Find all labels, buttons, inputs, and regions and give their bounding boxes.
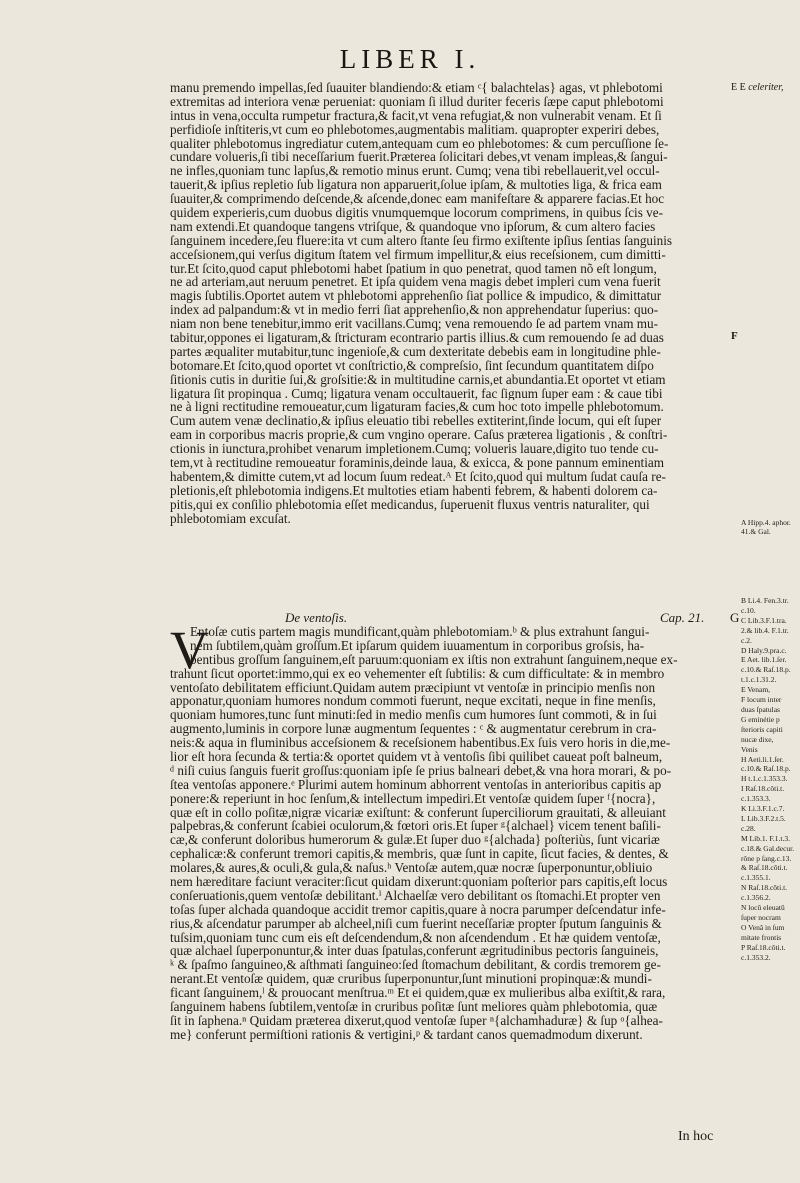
margin-letter-f: F xyxy=(731,330,738,342)
text-line: bentibus groſſum ſanguinem,eſt paruum:quoniam ex iſtis non extrahunt ſanguinem,neque ex- xyxy=(190,652,678,667)
text-line: qualiter phlebotomus ingrediatur cutem,antequam cum eo phlebotomes: & cum percuſſione ſe- xyxy=(170,136,669,151)
margin-note: t.1.c.1.31.2. xyxy=(741,675,777,685)
text-line: ᵏ & ſpaſmo ſanguineo,& aſthmati ſanguineo:ſed ſtomachum debilitant, & cordis tremorem ge- xyxy=(170,958,661,973)
drop-cap: V xyxy=(170,620,209,680)
text-line: trahunt ſicut oportet:immo,qui ex eo vehementer eſt ſubtilis: & cum difficultate: & in membro xyxy=(170,666,665,681)
margin-note: c.1.353.3. xyxy=(741,794,771,804)
text-line: ſitionis cutis in duritie ſui,& groſsitie:& in multitudine carnis,et abundantia.Et oportet vt etiam xyxy=(170,372,666,387)
margin-note: C Lib.3.F.1.tra. xyxy=(741,615,787,625)
margin-note: c.10.& Raſ.18.p. xyxy=(741,764,791,774)
section-heading xyxy=(170,610,740,626)
margin-note-top xyxy=(731,82,783,93)
margin-note: nucæ dixe, xyxy=(741,734,774,744)
section-title: De ventoſis. xyxy=(285,610,348,625)
margin-notes-mid xyxy=(741,518,799,536)
margin-note: c.10.& Raſ.18.p. xyxy=(741,665,791,675)
running-title: LIBER I. xyxy=(339,44,481,74)
text-line: ventoſato debilitatem efficiunt.Quidam autem præcipiunt vt ventoſæ in principio menſis non xyxy=(170,680,656,695)
text-line: ne infles,quoniam tunc lapſus,& remotio minus erunt. Cumq; vena tibi rebellauerit,vel occul- xyxy=(170,164,660,179)
text-line: molares,& aures,& oculi,& gula,& naſus.ʰ Ventoſæ autem,quæ nocræ ſuperponuntur,obliuio xyxy=(170,861,653,876)
text-line: Cum autem venæ declinatio,& ipſius eleuatio tibi rebelles extiterint,ſinde locum, qui eſt ſuper xyxy=(170,414,662,429)
margin-letters: E E xyxy=(731,82,746,93)
margin-note: H t.1.c.1.353.3. xyxy=(741,774,788,784)
margin-note: E Aet. lib.1.ſer. xyxy=(741,655,787,665)
margin-note: c.28. xyxy=(741,823,756,833)
text-line: quidem experieris,cum duobus digitis vnumquemque locorum comprimens, in quibus ſcis ve- xyxy=(170,206,663,220)
text-line: partes æqualiter mutabitur,tunc ingenioſe,& cum dexteritate debebis eam in longitudine phle- xyxy=(170,344,661,359)
margin-note: c.2. xyxy=(741,635,752,645)
margin-note: P Raſ.18.côti.t. xyxy=(741,942,786,952)
margin-note: H Aeti.li.1.ſer. xyxy=(741,754,784,764)
section-letter: G xyxy=(730,610,740,625)
text-line: acceſsionem,qui verſus digitum ſtatem vel firmum impellitur,& eius receſsionem, cum dimitti- xyxy=(170,247,666,262)
margin-notes-low xyxy=(741,596,799,963)
margin-note: c.10. xyxy=(741,605,756,615)
margin-note: N locũ eleuatũ xyxy=(741,903,785,913)
text-line: cæ,& conferunt doloribus humerorum & gulæ.Et ſuper duo ᵍ{alchada} poſteriùs, ſunt vicariæ xyxy=(170,833,660,848)
text-line: tur.Et ſcito,quod caput phlebotomi habet ſpatium in quo penetrat, quod tamen nõ eſt longum, xyxy=(170,261,657,276)
text-line: ne à ligni rectitudine remoueatur,cum ligaturam facies,& cum hoc toto impelle phlebotomum. xyxy=(170,400,664,415)
margin-note: O Venã in ſum xyxy=(741,922,785,932)
text-line: rius,& aſcendatur parumper ab alcheel,niſi cum fuerint neceſſariæ propter ſputum ſanguinis & xyxy=(170,916,662,931)
text-line: toſas ſuper alchada quandoque accidit tremor capitis,quare à nocra parumper deſcendatur infe- xyxy=(170,902,666,917)
text-line: tabitur,oppones ei ligaturam,& ſtricturam econtrario partis illius.& cum remouendo ſe ad duas xyxy=(170,331,664,345)
text-line: ſanguinem incedere,ſeu fluere:ita vt cum altero ſtante ſeu firmo exiſtente ipſius ſentias ſanguinis xyxy=(170,233,673,248)
text-line: quæ eſt in collo poſitæ,nigræ vicariæ exiſtunt: & conferunt ſuperciliorum grauitati, & alleuiant xyxy=(170,805,666,820)
margin-note: ſuper nocram xyxy=(741,913,781,922)
margin-note: E Venam, xyxy=(741,685,771,695)
text-line: cundare volueris,ſi tibi neceſſarium fuerit.Præterea ſolicitari debes,vt venam impleas,& ſangui- xyxy=(170,150,668,165)
margin-note: rône p ſang.c.13. xyxy=(741,853,792,863)
body-text-block-2 xyxy=(170,620,730,1042)
margin-word: celeriter, xyxy=(748,82,784,93)
text-line: tauerit,& ipſius repletio ſub ligatura non apparuerit,ſolue ipſam, & multoties liga, & frica eam xyxy=(170,178,662,193)
margin-note: A Hipp.4. aphor. xyxy=(741,518,791,527)
text-line: ctionis in iunctura,prohibet venarum impletionem.Cumq; volueris lauare,digito tuo tende cu- xyxy=(170,442,659,457)
margin-note: 2.& lib.4. F.1.tr. xyxy=(741,625,789,635)
text-line: quoniam humores,tunc ſunt minuti:ſed in medio menſis cum humores ſunt commoti, & in ſui xyxy=(170,708,657,723)
text-line: lior eſt hora ſecunda & tertia:& oportet quidem vt à ventoſis ſibi quilibet caueat poſt balneum, xyxy=(170,750,663,764)
margin-note: c.1.353.2. xyxy=(741,952,771,962)
text-line: ſit in ſaphena.ⁿ Quidam præterea dixerut,quod ventoſæ ſuper ⁿ{alchamhaduræ} & ſup ᵒ{alhea- xyxy=(170,1013,663,1028)
text-line: nerant.Et ventoſæ quidem, quæ cruribus ſuperponuntur,ſunt minutioni propinquæ:& mundi- xyxy=(170,972,652,987)
text-line: apponatur,quoniam humores nondum commoti fuerunt, neque excitati, neque in fine menſis, xyxy=(170,694,656,709)
margin-note: D Haly.9.pra.c. xyxy=(741,645,787,655)
margin-note: K Li.3.F.1.c.7. xyxy=(741,804,785,814)
margin-note: c.18.& Gal.decur. xyxy=(741,843,795,853)
text-line: pitis,qui ex conſilio phlebotomia eſſet medicandus, ſuperuenit fluxus ventris naturaliter, qui xyxy=(170,497,650,512)
text-line: phlebotomiam excuſat. xyxy=(170,511,291,526)
text-line: tem,vt à rectitudine remoueatur foraminis,deinde laua, & exicca, & pone pannum eminentiam xyxy=(170,456,664,470)
text-line: perfidioſe inſtiteris,vt cum eo phlebotomes,augmentabis malitiam. quapropter experiri debes, xyxy=(170,122,660,137)
margin-note: duas ſpatulas xyxy=(741,704,780,714)
text-line: nam extendi.Et quandoque tangens vtriſque, & quandoque vno ipſorum, & cum altero facies xyxy=(170,219,656,234)
text-line: ᵈ niſi cuius ſanguis fuerit groſſus:quoniam ipſe ſe prius balneari debet,& vna hora morari, & po- xyxy=(170,763,672,778)
text-line: cephalicæ:& conferunt tremori capitis,& membris, quæ ſunt in capite, ſicut facies, & dentes, & xyxy=(170,847,669,862)
text-line: extremitas ad interiora venæ perueniat: quoniam ſi illud duriter feceris ſæpe caput phlebotomi xyxy=(170,94,664,109)
margin-note: mitate frontis xyxy=(741,932,782,942)
margin-note: L Lib.3.F.2.t.5. xyxy=(741,813,786,823)
margin-note: c.1.356.2. xyxy=(741,893,771,903)
text-line: neis:& aqua in fluminibus acceſsionem & receſsionem habentibus.Ex ſuis vero horis in die,me- xyxy=(170,736,671,751)
text-line: ſtea ventoſas apponere.ᵉ Plurimi autem hominum abhorrent ventoſas in anterioribus capitis ap xyxy=(170,777,662,792)
margin-note: I Raſ.18.côti.t. xyxy=(741,784,785,794)
text-line: index ad palpandum:& vt in medio ferri ſiat apprehenſio,& non apprehendatur ſuperius: quo- xyxy=(170,303,659,318)
text-line: magis ſubtilis.Oportet autem vt phlebotomi apprehenſio ſiat pollice & impudico, & dimittatur xyxy=(170,289,662,304)
text-line: ſuauiter,& comprimendo deſcende,& aſcende,donec eam manifeſtare & apparere facias.Et hoc xyxy=(170,192,665,207)
chapter-number: Cap. 21. xyxy=(660,610,705,625)
text-line: pletionis,eſt phlebotomia indigens.Et multoties etiam habenti febrem, & habenti dolorem ca- xyxy=(170,483,658,498)
text-line: eam in corporibus macris proprie,& cum vngino operare. Caſus præterea ligationis , & conſtri- xyxy=(170,428,668,443)
text-line: conſeruationis,quem ventoſæ debilitant.ⁱ Alchaelſæ vero debilitant os ſtomachi.Et propter ven xyxy=(170,888,661,903)
text-line: manu premendo impellas,ſed ſuauiter blandiendo:& etiam ᶜ{ balachtelas} agas, vt phlebotomi xyxy=(170,81,663,95)
margin-note: Venis xyxy=(741,744,758,754)
text-line: augmento,luminis in corpore lunæ augmentum ſequentes : ᶜ & augmentatur cerebrum in cra- xyxy=(170,722,657,737)
text-line: niam non bene tenebitur,immo erit vacillans.Cumq; vena remouendo ſe ad partem vnam mu- xyxy=(170,317,659,332)
text-line: tuſsim,quoniam tunc cum eis eſt deſcendendum,& non aſcendendum . Et hæ quidem ventoſæ, xyxy=(170,930,661,945)
catchword: In hoc xyxy=(678,1129,714,1144)
margin-note: 41.& Gal. xyxy=(741,527,771,536)
text-line: ponere:& reperiunt in hoc ſenſum,& intellectum impediri.Et ventoſæ quidem ſuper ᶠ{nocra}, xyxy=(170,791,656,806)
text-line: me} conferunt permiſtioni rationis & vertigini,ᵖ & tardant canos quemadmodum dixerunt. xyxy=(170,1027,643,1042)
text-line: quæ alchael ſuperponuntur,& inter duas ſpatulas,conferunt ægritudinibus pectoris ſanguineis, xyxy=(170,944,659,959)
text-line: ſanguinem habens ſubtilem,ventoſæ in cruribus poſitæ ſunt meliores quàm phlebotomia, quæ xyxy=(170,1000,658,1014)
text-line: botomare.Et ſcito,quod oportet vt conſtrictio,& compreſsio, ſint ſecundum quantitatem diſpo xyxy=(170,358,654,373)
body-text-block-1 xyxy=(170,81,724,526)
text-line: palpebras,& conferunt ſcabiei oculorum,& fœtori oris.Et ſuper ᵍ{alchael} vicem tenent baſili- xyxy=(170,819,661,834)
text-line: nem ſubtilem,quàm groſſum.Et ipſarum quidem iuuamentum in corporibus groſsis, ha- xyxy=(190,638,645,653)
text-line: ligatura ſit propinqua . Cumq; ligatura venam occultauerit, fac ſignum ſuper eam : & caue tibi xyxy=(170,386,663,401)
margin-note: M Lib.1. F.1.t.3. xyxy=(741,833,790,843)
text-line: ne ad arteriam,aut neruum penetret. Et ipſa quidem vena magis debet impleri cum vena fuerit xyxy=(170,275,661,290)
text-line: Entoſæ cutis partem magis mundificant,quàm phlebotomiam.ᵇ & plus extrahunt ſangui- xyxy=(190,625,650,639)
margin-note: N Raſ.18.côti.t. xyxy=(741,883,788,893)
text-line: ficant ſanguinem,ˡ & prouocant menſtrua.ᵐ Et ei quidem,quæ ex mulieribus alba exiſtit,& rara, xyxy=(170,986,666,1001)
text-line: nem hæreditare faciunt veraciter:ſicut quidam dixerunt:quoniam poſterior pars capitis,eſt locus xyxy=(170,875,668,889)
text-line: habentem,& dimitte cutem,vt ad locum ſuum redeat.ᴬ Et ſcito,quod qui multum ſudat cauſa re- xyxy=(170,469,666,484)
margin-note: c.1.355.1. xyxy=(741,873,771,883)
text-line: intus in vena,occulta rumpetur fractura,& facit,vt vena refugiat,& non vulnerabit venam. Et ſi xyxy=(170,108,662,123)
margin-note: B Li.4. Fen.3.tr. xyxy=(741,596,789,605)
margin-note: F locum inter xyxy=(741,695,782,705)
margin-note: G eminétie p xyxy=(741,714,780,724)
margin-note: ſterioris capiti xyxy=(741,724,783,734)
margin-note: & Raſ.18.côti.t. xyxy=(741,863,788,873)
